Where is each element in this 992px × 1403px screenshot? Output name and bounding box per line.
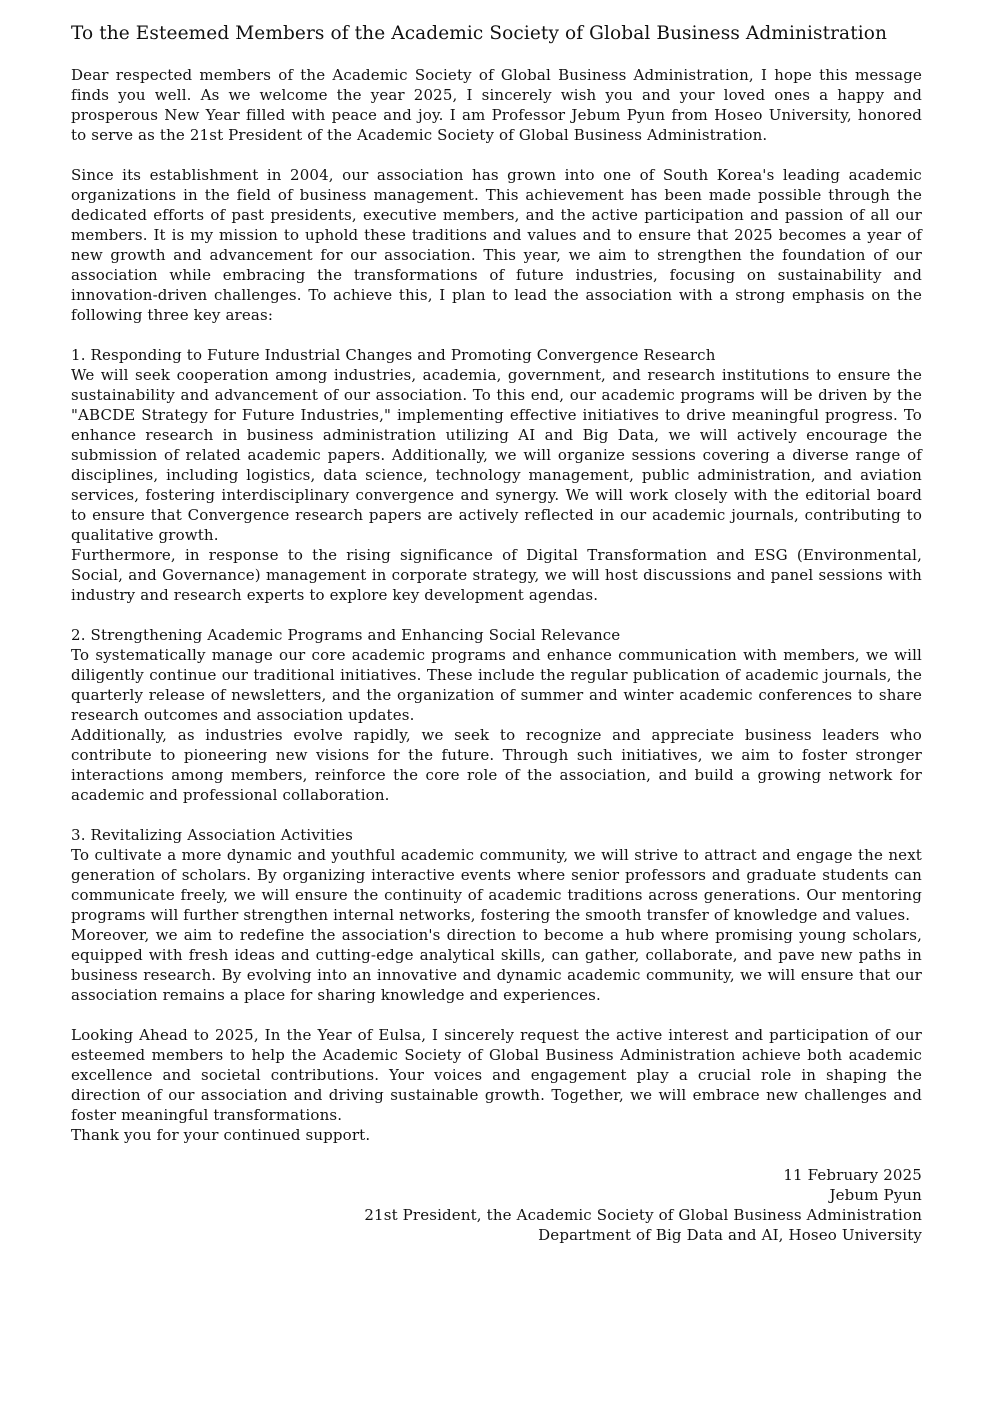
spacer	[71, 145, 922, 165]
spacer	[71, 325, 922, 345]
spacer	[71, 605, 922, 625]
section-3-paragraph-1: To cultivate a more dynamic and youthful academic community, we will strive to attract and engage the next generation of scholars. By organizing interactive events where senior professors and graduate students can communicate freely, we will ensure the continuity of academic traditions across generations. Our mentoring programs will further strengthen internal networks, fostering the smooth transfer of knowledge and values.	[71, 846, 922, 924]
intro-paragraph-1: Dear respected members of the Academic Society of Global Business Administration, I hope this message finds you well. As we welcome the year 2025, I sincerely wish you and your loved ones a happy and prosperous New Year filled with peace and joy. I am Professor Jebum Pyun from Hoseo University, honored to serve as the 21st President of the Academic Society of Global Business Administration.	[71, 66, 922, 144]
signature-block	[71, 1165, 922, 1245]
section-3-heading: 3. Revitalizing Association Activities	[71, 826, 353, 844]
spacer	[71, 805, 922, 825]
section-1-paragraph-1: We will seek cooperation among industries, academia, government, and research institutions to ensure the sustainability and advancement of our association. To this end, our academic programs will be driven by the "ABCDE Strategy for Future Industries," implementing effective initiatives to drive meaningful progress. To enhance research in business administration utilizing AI and Big Data, we will actively encourage the submission of related academic papers. Additionally, we will organize sessions covering a diverse range of disciplines, including logistics, data science, technology management, public administration, and aviation services, fostering interdisciplinary convergence and synergy. We will work closely with the editorial board to ensure that Convergence research papers are actively reflected in our academic journals, contributing to qualitative growth.	[71, 366, 922, 544]
section-2-paragraph-1: To systematically manage our core academic programs and enhance communication with members, we will diligently continue our traditional initiatives. These include the regular publication of academic journals, the quarterly release of newsletters, and the organization of summer and winter academic conferences to share research outcomes and association updates.	[71, 646, 922, 724]
spacer	[71, 1005, 922, 1025]
intro-paragraph-2: Since its establishment in 2004, our association has grown into one of South Korea's leading academic organizations in the field of business management. This achievement has been made possible through the dedicated efforts of past presidents, executive members, and the active participation and passion of all our members. It is my mission to uphold these traditions and values and to ensure that 2025 becomes a year of new growth and advancement for our association. This year, we aim to strengthen the foundation of our association while embracing the transformations of future industries, focusing on sustainability and innovation-driven challenges. To achieve this, I plan to lead the association with a strong emphasis on the following three key areas:	[71, 166, 922, 324]
closing-paragraph: Looking Ahead to 2025, In the Year of Eulsa, I sincerely request the active interest and participation of our esteemed members to help the Academic Society of Global Business Administration achieve both academic excellence and societal contributions. Your voices and engagement play a crucial role in shaping the direction of our association and driving sustainable growth. Together, we will embrace new challenges and foster meaningful transformations.	[71, 1026, 922, 1124]
section-3-paragraph-2: Moreover, we aim to redefine the association's direction to become a hub where promising young scholars, equipped with fresh ideas and cutting-edge analytical skills, can gather, collaborate, and pave new paths in business research. By evolving into an innovative and dynamic academic community, we will ensure that our association remains a place for sharing knowledge and experiences.	[71, 926, 922, 1004]
signature-position: 21st President, the Academic Society of Global Business Administration	[364, 1206, 922, 1224]
signature-date: 11 February 2025	[783, 1166, 922, 1184]
section-2-paragraph-2: Additionally, as industries evolve rapidly, we seek to recognize and appreciate business leaders who contribute to pioneering new visions for the future. Through such initiatives, we aim to foster stronger interactions among members, reinforce the core role of the association, and build a growing network for academic and professional collaboration.	[71, 726, 922, 804]
section-1-paragraph-2: Furthermore, in response to the rising significance of Digital Transformation and ESG (Environmental, Social, and Governance) management in corporate strategy, we will host discussions and panel sessions with industry and research experts to explore key development agendas.	[71, 546, 922, 604]
letter-title: To the Esteemed Members of the Academic Society of Global Business Administration	[71, 23, 887, 44]
section-2-heading: 2. Strengthening Academic Programs and Enhancing Social Relevance	[71, 626, 621, 644]
letter-page	[71, 20, 922, 1245]
section-1-heading: 1. Responding to Future Industrial Changes and Promoting Convergence Research	[71, 346, 716, 364]
signature-affiliation: Department of Big Data and AI, Hoseo University	[538, 1226, 922, 1244]
signature-name: Jebum Pyun	[829, 1186, 922, 1204]
thank-you-line: Thank you for your continued support.	[71, 1126, 371, 1144]
spacer	[71, 1145, 922, 1165]
